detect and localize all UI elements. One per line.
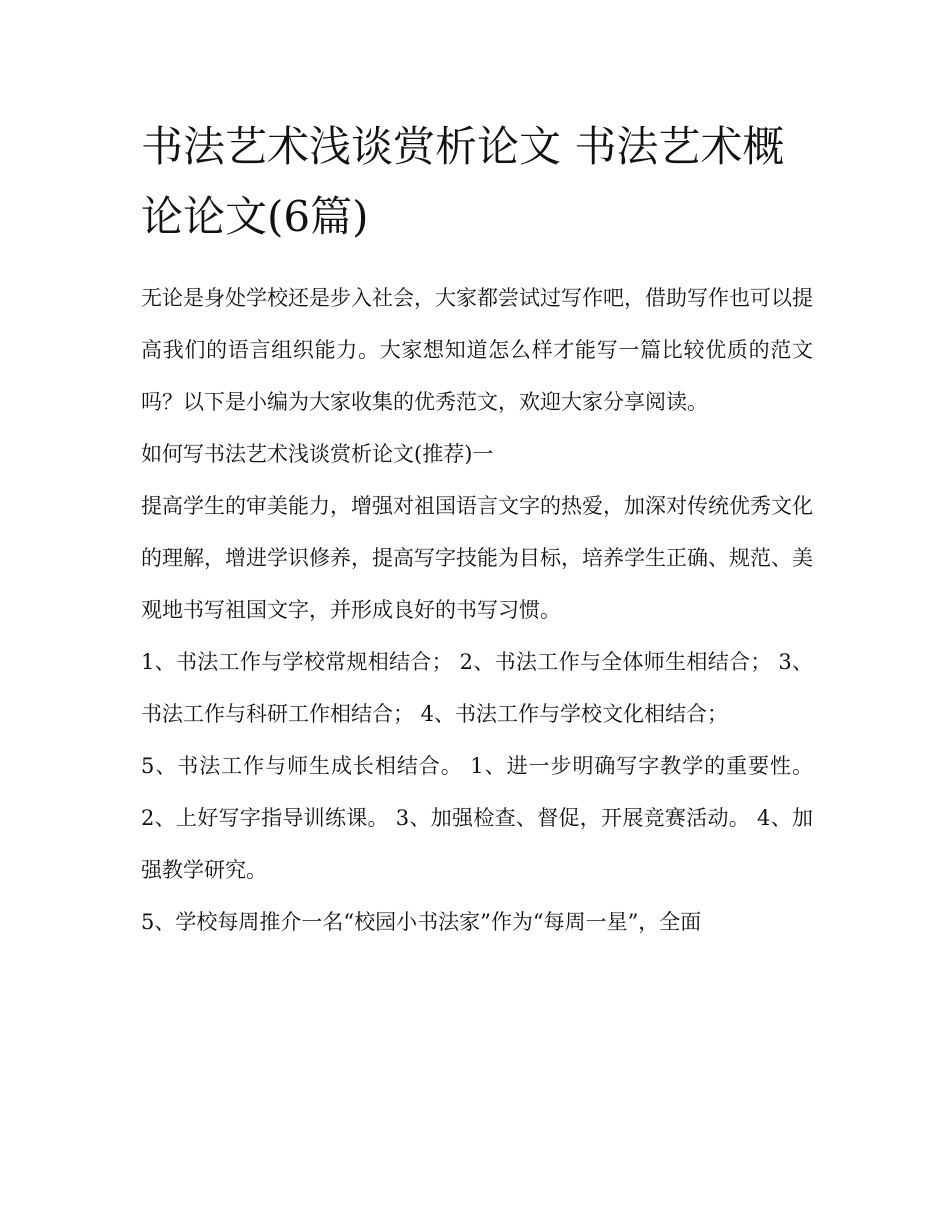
body-paragraph: 5、学校每周推介一名“校园小书法家”作为“每周一星”，全面 xyxy=(141,910,702,934)
body-paragraph: 提高学生的审美能力，增强对祖国语言文字的热爱，加深对传统优秀文化的理解，增进学识修养，提高写字技能为目标，培养学生正确、规范、美观地书写祖国文字，并形成良好的书写习惯。 xyxy=(141,494,813,622)
document-body xyxy=(141,272,813,948)
document-title: 书法艺术浅谈赏析论文 书法艺术概论论文(6篇) xyxy=(141,122,785,241)
document-page xyxy=(141,112,813,948)
body-paragraph: 1、书法工作与学校常规相结合； 2、书法工作与全体师生相结合； 3、书法工作与科研工作相结合； 4、书法工作与学校文化相结合； xyxy=(141,650,813,726)
section-heading: 如何写书法艺术浅谈赏析论文(推荐)一 xyxy=(141,442,494,466)
body-paragraph: 5、书法工作与师生成长相结合。 1、进一步明确写字教学的重要性。 2、上好写字指导训练课。 3、加强检查、督促，开展竞赛活动。 4、加强教学研究。 xyxy=(141,754,813,882)
intro-paragraph: 无论是身处学校还是步入社会，大家都尝试过写作吧，借助写作也可以提高我们的语言组织能力。大家想知道怎么样才能写一篇比较优质的范文吗？以下是小编为大家收集的优秀范文，欢迎大家分享阅读。 xyxy=(141,286,813,414)
